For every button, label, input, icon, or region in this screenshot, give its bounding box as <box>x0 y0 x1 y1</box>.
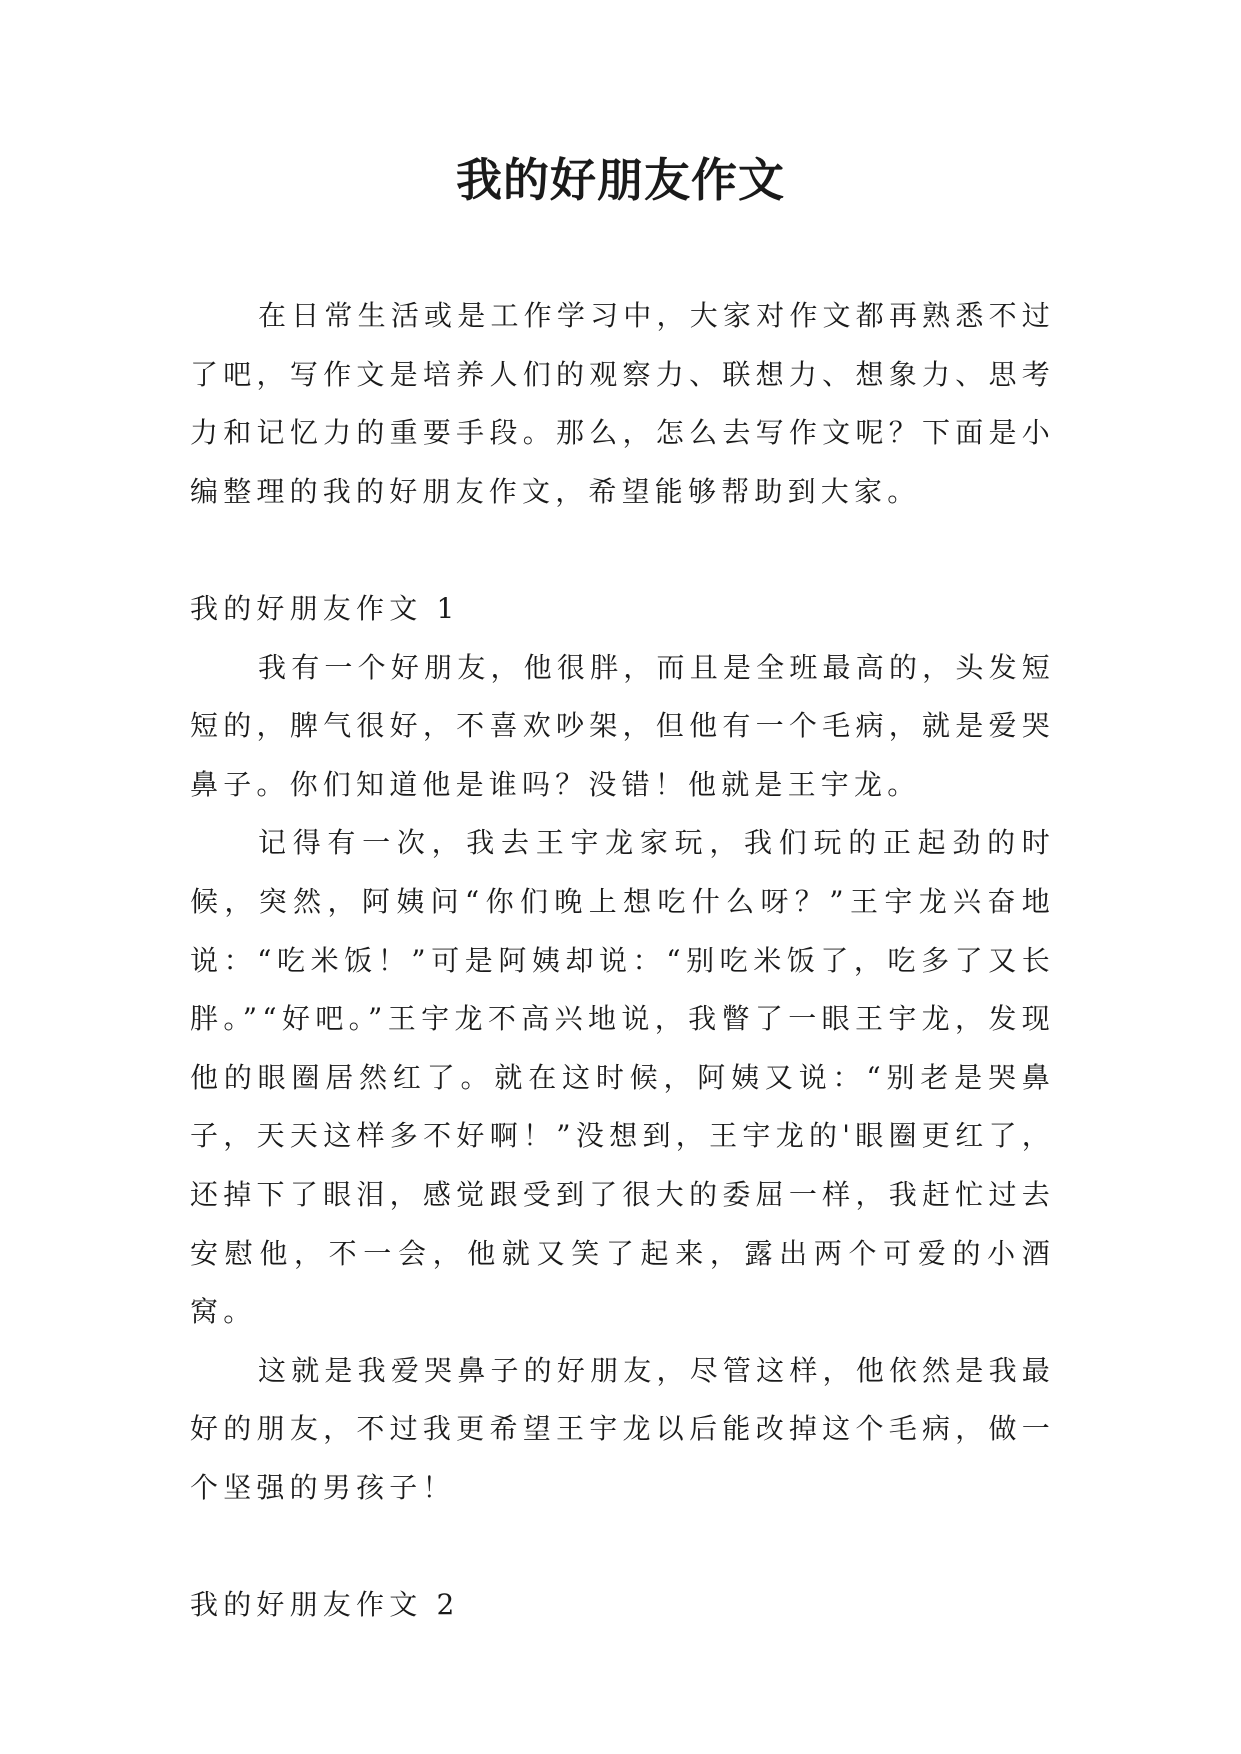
paragraph-gap <box>190 1517 1055 1576</box>
document-body <box>190 287 1055 1635</box>
intro-paragraph: 在日常生活或是工作学习中，大家对作文都再熟悉不过了吧，写作文是培养人们的观察力、联想力、想象力、思考力和记忆力的重要手段。那么，怎么去写作文呢？下面是小编整理的我的好朋友作文，希望能够帮助到大家。 <box>190 299 1055 508</box>
section-heading-2: 我的好朋友作文 2 <box>190 1588 460 1622</box>
section1-paragraph-2: 记得有一次，我去王宇龙家玩，我们玩的正起劲的时候，突然，阿姨问“你们晚上想吃什么呀？”王宇龙兴奋地说：“吃米饭！”可是阿姨却说：“别吃米饭了，吃多了又长胖。”“好吧。”王宇龙不高兴地说，我瞥了一眼王宇龙，发现他的眼圈居然红了。就在这时候，阿姨又说：“别老是哭鼻子，天天这样多不好啊！”没想到，王宇龙的'眼圈更红了，还掉下了眼泪，感觉跟受到了很大的委屈一样，我赶忙过去安慰他，不一会，他就又笑了起来，露出两个可爱的小酒窝。 <box>190 826 1055 1329</box>
section-heading-1: 我的好朋友作文 1 <box>190 591 460 625</box>
paragraph-gap <box>190 521 1055 580</box>
section1-paragraph-1: 我有一个好朋友，他很胖，而且是全班最高的，头发短短的，脾气很好，不喜欢吵架，但他有一个毛病，就是爱哭鼻子。你们知道他是谁吗？没错！他就是王宇龙。 <box>190 650 1055 801</box>
section1-paragraph-3: 这就是我爱哭鼻子的好朋友，尽管这样，他依然是我最好的朋友，不过我更希望王宇龙以后能改掉这个毛病，做一个坚强的男孩子！ <box>190 1353 1055 1504</box>
document-title: 我的好朋友作文 <box>456 153 785 207</box>
